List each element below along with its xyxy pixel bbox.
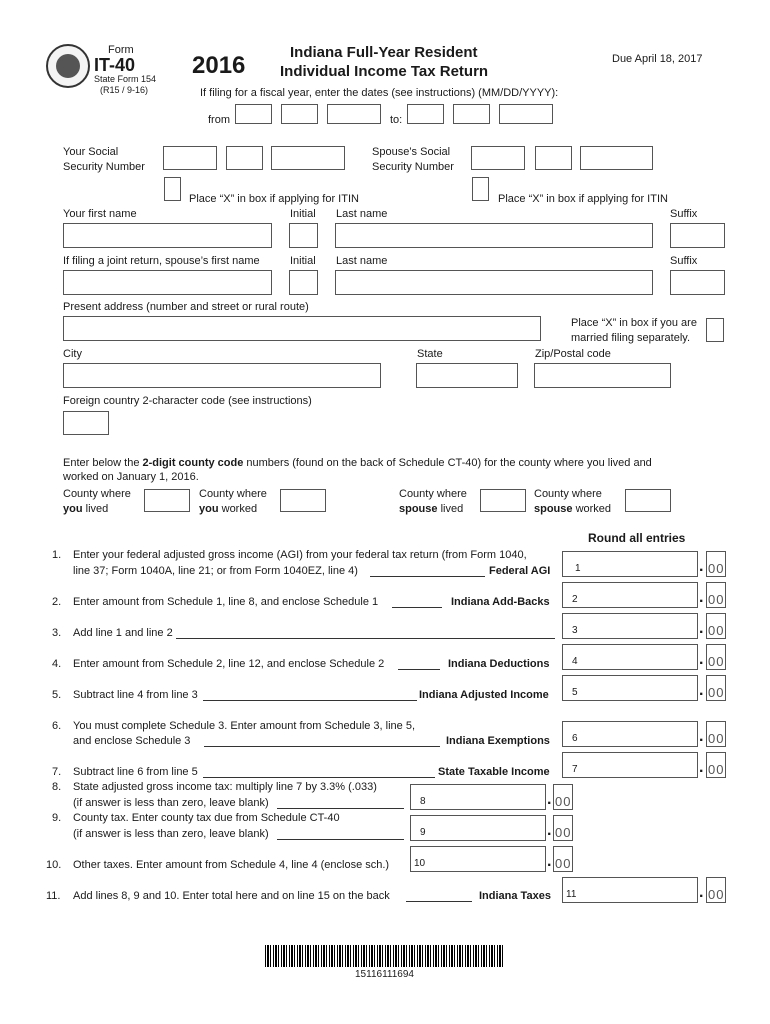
spouse-ssn-part3[interactable] xyxy=(580,146,653,170)
line5-box-number: 5 xyxy=(572,687,578,698)
tax-year: 2016 xyxy=(192,52,246,79)
spouse-initial-label: Initial xyxy=(290,255,316,267)
line6-amount-input[interactable] xyxy=(562,721,698,747)
line4-amount-input[interactable] xyxy=(562,644,698,670)
line6-text-a: You must complete Schedule 3. Enter amount from Schedule 3, line 5, xyxy=(73,720,416,732)
county-spouse-lived-input[interactable] xyxy=(480,489,526,512)
line5-label: Indiana Adjusted Income xyxy=(419,689,549,701)
spouse-suffix-input[interactable] xyxy=(670,270,725,295)
married-separately-line2: married filing separately. xyxy=(571,332,691,344)
decimal-point: . xyxy=(699,759,704,776)
last-name-label: Last name xyxy=(336,208,388,220)
due-date: Due April 18, 2017 xyxy=(612,53,703,65)
foreign-country-input[interactable] xyxy=(63,411,109,435)
line6-leader xyxy=(204,746,440,747)
fiscal-to-year[interactable] xyxy=(499,104,553,124)
spouse-ssn-label-line2: Security Number xyxy=(372,161,454,173)
line10-box-number: 10 xyxy=(414,858,426,869)
fiscal-year-instructions: If filing for a fiscal year, enter the dates (see instructions) (MM/DD/YYYY): xyxy=(200,87,559,99)
state-label: State xyxy=(417,348,443,360)
line7-box-number: 7 xyxy=(572,764,578,775)
line1-number: 1. xyxy=(52,549,62,561)
itin-label: Place “X” in box if applying for ITIN xyxy=(189,193,359,205)
first-name-label: Your first name xyxy=(63,208,137,220)
decimal-point: . xyxy=(547,822,552,839)
ssn-part2[interactable] xyxy=(226,146,263,170)
form-label: Form xyxy=(108,44,134,56)
suffix-input[interactable] xyxy=(670,223,725,248)
county-you-lived-input[interactable] xyxy=(144,489,190,512)
married-separately-line1: Place “X” in box if you are xyxy=(571,317,697,329)
line1-amount-input[interactable] xyxy=(562,551,698,577)
line8-number: 8. xyxy=(52,781,62,793)
decimal-point: . xyxy=(699,728,704,745)
address-label: Present address (number and street or rural route) xyxy=(63,301,309,313)
county-spouse-worked-label1: County where xyxy=(534,488,602,500)
barcode-number: 15116111694 xyxy=(355,969,414,980)
decimal-point: . xyxy=(699,558,704,575)
county-spouse-lived-label1: County where xyxy=(399,488,467,500)
city-input[interactable] xyxy=(63,363,381,388)
city-label: City xyxy=(63,348,82,360)
line11-number: 11. xyxy=(46,890,61,902)
line3-cents-value: 00 xyxy=(708,623,725,638)
decimal-point: . xyxy=(547,853,552,870)
line11-label: Indiana Taxes xyxy=(479,890,551,902)
line2-box-number: 2 xyxy=(572,594,578,605)
foreign-country-label: Foreign country 2-character code (see instructions) xyxy=(63,395,312,407)
line4-number: 4. xyxy=(52,658,62,670)
form-code: IT-40 xyxy=(94,55,136,75)
line1-text-b: line 37; Form 1040A, line 21; or from Form 1040EZ, line 4) xyxy=(73,565,358,577)
line8-text-b: (if answer is less than zero, leave blank) xyxy=(73,797,269,809)
to-label: to: xyxy=(390,114,403,126)
line7-leader xyxy=(203,777,435,778)
line10-cents-value: 00 xyxy=(555,856,572,871)
line4-leader xyxy=(398,669,440,670)
line3-text: Add line 1 and line 2 xyxy=(73,627,173,639)
line8-leader xyxy=(277,808,404,809)
round-all-entries: Round all entries xyxy=(588,531,686,545)
line1-label: Federal AGI xyxy=(489,565,551,577)
ssn-part3[interactable] xyxy=(271,146,345,170)
county-spouse-lived-label2: spouse lived xyxy=(399,503,464,515)
line5-leader xyxy=(203,700,417,701)
county-spouse-worked-label2: spouse worked xyxy=(534,503,612,515)
line2-amount-input[interactable] xyxy=(562,582,698,608)
line6-box-number: 6 xyxy=(572,733,578,744)
line11-cents-value: 00 xyxy=(708,887,725,902)
line3-number: 3. xyxy=(52,627,62,639)
line8-cents-value: 00 xyxy=(555,794,572,809)
spouse-first-name-input[interactable] xyxy=(63,270,272,295)
decimal-point: . xyxy=(547,791,552,808)
form-title-line1: Indiana Full-Year Resident xyxy=(290,44,478,61)
line9-amount-input[interactable] xyxy=(410,815,546,841)
decimal-point: . xyxy=(699,884,704,901)
line1-leader xyxy=(370,576,485,577)
first-name-input[interactable] xyxy=(63,223,272,248)
line7-label: State Taxable Income xyxy=(438,766,550,778)
county-you-worked-input[interactable] xyxy=(280,489,326,512)
line5-text: Subtract line 4 from line 3 xyxy=(73,689,198,701)
line8-text-a: State adjusted gross income tax: multiply line 7 by 3.3% (.033) xyxy=(73,781,377,793)
line6-text-b: and enclose Schedule 3 xyxy=(73,735,191,747)
line11-box-number: 11 xyxy=(566,889,577,900)
county-instructions-line2: worked on January 1, 2016. xyxy=(63,471,199,483)
county-you-lived-label2: you lived xyxy=(63,503,109,515)
line4-cents-value: 00 xyxy=(708,654,725,669)
county-instructions-line1: Enter below the 2-digit county code numbers (found on the back of Schedule CT-40) for the county where you lived and xyxy=(63,457,652,469)
line1-cents-value: 00 xyxy=(708,561,725,576)
line7-number: 7. xyxy=(52,766,62,778)
line1-box-number: 1 xyxy=(575,563,581,574)
zip-input[interactable] xyxy=(534,363,671,388)
line11-text: Add lines 8, 9 and 10. Enter total here and on line 15 on the back xyxy=(73,890,390,902)
form-title-line2: Individual Income Tax Return xyxy=(280,63,489,80)
decimal-point: . xyxy=(699,682,704,699)
line2-cents-value: 00 xyxy=(708,592,725,607)
line2-text: Enter amount from Schedule 1, line 8, and enclose Schedule 1 xyxy=(73,596,379,608)
form-revision: (R15 / 9-16) xyxy=(100,85,149,95)
line5-cents-value: 00 xyxy=(708,685,725,700)
line9-number: 9. xyxy=(52,812,62,824)
line6-cents-value: 00 xyxy=(708,731,725,746)
ssn-part1[interactable] xyxy=(163,146,217,170)
line5-number: 5. xyxy=(52,689,62,701)
spouse-itin-checkbox[interactable] xyxy=(472,177,489,201)
line10-text: Other taxes. Enter amount from Schedule 4, line 4 (enclose sch.) xyxy=(73,859,390,871)
line2-label: Indiana Add-Backs xyxy=(451,596,550,608)
decimal-point: . xyxy=(699,651,704,668)
zip-label: Zip/Postal code xyxy=(535,348,611,360)
barcode xyxy=(265,945,505,967)
line9-text-b: (if answer is less than zero, leave blank) xyxy=(73,828,269,840)
spouse-suffix-label: Suffix xyxy=(670,255,698,267)
fiscal-from-month[interactable] xyxy=(235,104,272,124)
line10-number: 10. xyxy=(46,859,62,871)
line3-box-number: 3 xyxy=(572,625,578,636)
fiscal-to-day[interactable] xyxy=(453,104,490,124)
spouse-first-name-label: If filing a joint return, spouse’s first name xyxy=(63,255,260,267)
decimal-point: . xyxy=(699,589,704,606)
line8-box-number: 8 xyxy=(420,796,426,807)
line9-cents-value: 00 xyxy=(555,825,572,840)
spouse-itin-label: Place “X” in box if applying for ITIN xyxy=(498,193,668,205)
state-input[interactable] xyxy=(416,363,518,388)
county-you-worked-label1: County where xyxy=(199,488,267,500)
county-spouse-worked-input[interactable] xyxy=(625,489,671,512)
line1-text-a: Enter your federal adjusted gross income (AGI) from your federal tax return (from Form 1040, xyxy=(73,549,527,561)
indiana-state-seal xyxy=(46,44,90,88)
line9-text-a: County tax. Enter county tax due from Schedule CT-40 xyxy=(73,812,340,824)
spouse-ssn-part1[interactable] xyxy=(471,146,525,170)
line11-amount-input[interactable] xyxy=(562,877,698,903)
line10-amount-input[interactable] xyxy=(410,846,546,872)
line2-leader xyxy=(392,607,442,608)
line7-cents-value: 00 xyxy=(708,762,725,777)
line3-leader xyxy=(176,638,555,639)
initial-input[interactable] xyxy=(289,223,318,248)
fiscal-from-year[interactable] xyxy=(327,104,381,124)
spouse-ssn-part2[interactable] xyxy=(535,146,572,170)
line8-amount-input[interactable] xyxy=(410,784,546,810)
fiscal-to-month[interactable] xyxy=(407,104,444,124)
initial-label: Initial xyxy=(290,208,316,220)
line7-amount-input[interactable] xyxy=(562,752,698,778)
decimal-point: . xyxy=(699,620,704,637)
line6-label: Indiana Exemptions xyxy=(446,735,550,747)
spouse-last-name-input[interactable] xyxy=(335,270,653,295)
ssn-label-line2: Security Number xyxy=(63,161,145,173)
line7-text: Subtract line 6 from line 5 xyxy=(73,766,198,778)
line6-number: 6. xyxy=(52,720,62,732)
line5-amount-input[interactable] xyxy=(562,675,698,701)
line4-label: Indiana Deductions xyxy=(448,658,550,670)
line9-box-number: 9 xyxy=(420,827,426,838)
from-label: from xyxy=(208,114,230,126)
line9-leader xyxy=(277,839,404,840)
spouse-ssn-label-line1: Spouse’s Social xyxy=(372,146,451,158)
itin-checkbox[interactable] xyxy=(164,177,181,201)
suffix-label: Suffix xyxy=(670,208,698,220)
line4-box-number: 4 xyxy=(572,656,578,667)
address-input[interactable] xyxy=(63,316,541,341)
state-form-number: State Form 154 xyxy=(94,74,157,84)
last-name-input[interactable] xyxy=(335,223,653,248)
county-you-worked-label2: you worked xyxy=(199,503,258,515)
married-separately-checkbox[interactable] xyxy=(706,318,724,342)
line11-leader xyxy=(406,901,472,902)
ssn-label-line1: Your Social xyxy=(63,146,119,158)
county-you-lived-label1: County where xyxy=(63,488,131,500)
line4-text: Enter amount from Schedule 2, line 12, and enclose Schedule 2 xyxy=(73,658,385,670)
spouse-initial-input[interactable] xyxy=(289,270,318,295)
fiscal-from-day[interactable] xyxy=(281,104,318,124)
line3-amount-input[interactable] xyxy=(562,613,698,639)
line2-number: 2. xyxy=(52,596,62,608)
spouse-last-name-label: Last name xyxy=(336,255,388,267)
